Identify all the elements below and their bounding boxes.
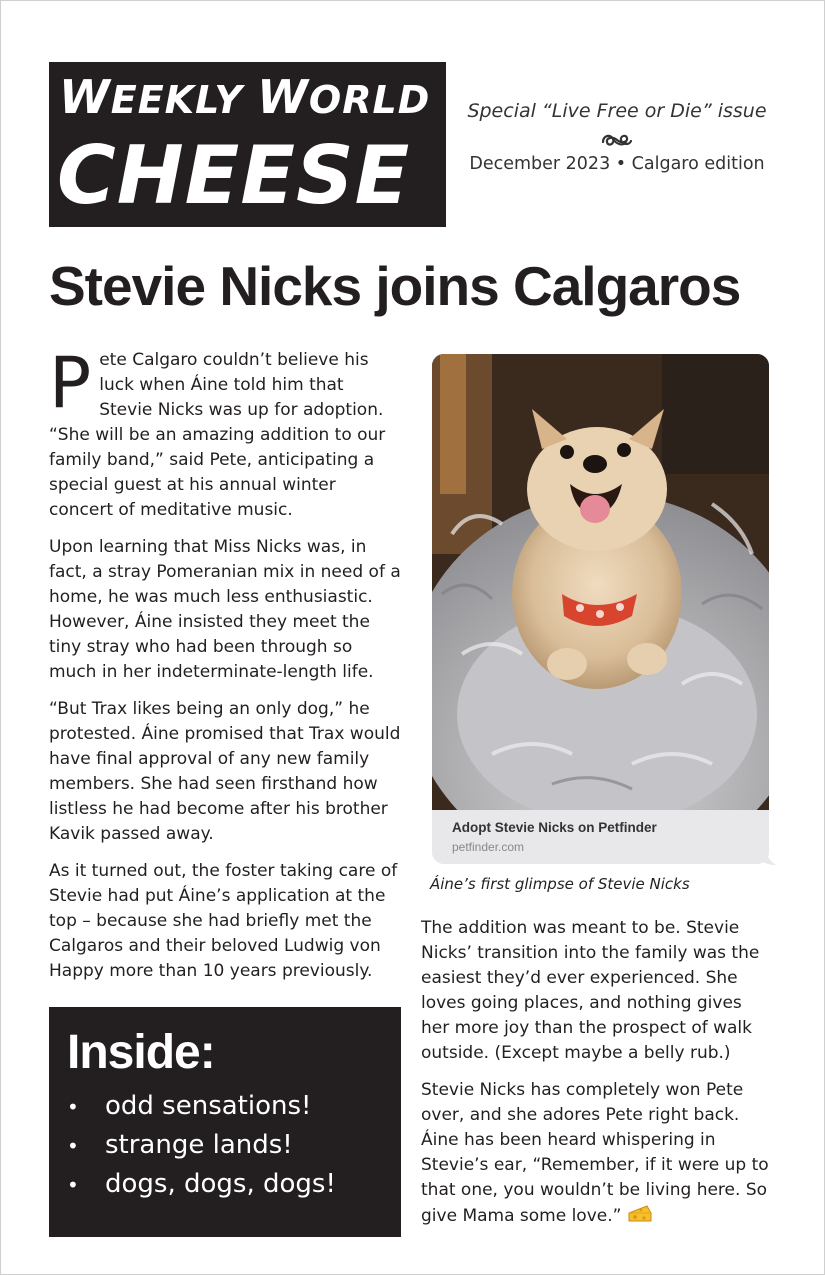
inside-item-label: odd sensations! (105, 1091, 312, 1121)
inside-box (49, 1007, 401, 1237)
bullet-icon: • (67, 1173, 79, 1197)
article-paragraph: Upon learning that Miss Nicks was, in fact, a stray Pomeranian mix in need of a home, he was much less enthusiastic. However, Áine insisted they meet the tiny stray who had been through so much in her indeterminate-length life. (49, 537, 401, 682)
drop-cap: P (49, 342, 92, 424)
link-preview-footer (432, 810, 769, 864)
photo-caption: Áine’s first glimpse of Stevie Nicks (430, 875, 690, 893)
inside-list-item (67, 1165, 336, 1204)
article-paragraph-text: Stevie Nicks has completely won Pete over, and she adores Pete right back. Áine has been heard whispering in Stevie’s ear, “Remember, if it were up to that one, you wouldn’t be living here. So give Mama some love.” (421, 1080, 769, 1226)
masthead-weekly-initial: W (59, 70, 111, 124)
link-preview-domain: petfinder.com (452, 840, 525, 854)
issue-date-edition: December 2023 • Calgaro edition (469, 154, 765, 174)
bullet-icon: • (67, 1134, 79, 1158)
link-preview-title: Adopt Stevie Nicks on Petfinder (452, 820, 657, 835)
inside-item-label: dogs, dogs, dogs! (105, 1169, 336, 1199)
article-paragraph: “But Trax likes being an only dog,” he protested. Áine promised that Trax would have final approval of any new family members. She had seen firsthand how listless he had become after his brother Kavik passed away. (49, 699, 401, 844)
bullet-icon: • (67, 1095, 79, 1119)
headline: Stevie Nicks joins Calgaros (49, 255, 741, 317)
ornament-swirl-icon (600, 130, 634, 150)
dog-photo (432, 354, 769, 810)
inside-item-label: strange lands! (105, 1130, 293, 1160)
petfinder-link-card[interactable] (432, 354, 769, 864)
message-bubble-tail-icon (760, 852, 776, 866)
masthead-weekly-rest: EEKLY (110, 78, 243, 122)
inside-list-item (67, 1087, 336, 1126)
inside-list-item (67, 1126, 336, 1165)
article-paragraph (421, 1078, 773, 1229)
article-paragraph-text: ete Calgaro couldn’t believe his luck when Áine told him that Stevie Nicks was up for adoption. “She will be an amazing addition to our family band,” said Pete, anticipating a special guest at his annual winter concert of meditative music. (49, 350, 386, 520)
masthead-cheese: CHEESE (57, 129, 411, 222)
masthead-world-initial: W (257, 70, 309, 124)
masthead-weekly-world (59, 70, 430, 124)
masthead-world-rest: ORLD (308, 78, 431, 122)
cheese-icon (627, 1203, 653, 1225)
masthead (49, 62, 446, 227)
article-right-column (421, 916, 773, 1241)
article-paragraph: As it turned out, the foster taking care of Stevie had put Áine’s application at the top – because she had briefly met the Calgaros and their beloved Ludwig von Happy more than 10 years previously. (49, 861, 398, 981)
article-paragraph: The addition was meant to be. Stevie Nicks’ transition into the family was the easiest they’d ever experienced. She loves going places, and nothing gives her more joy than the prospect of walk outside. (Except maybe a belly rub.) (421, 918, 760, 1063)
inside-list (67, 1087, 336, 1204)
issue-info (462, 100, 772, 174)
article-left-column (49, 342, 401, 996)
issue-title: Special “Live Free or Die” issue (467, 100, 767, 122)
inside-title: Inside: (67, 1026, 215, 1079)
article-paragraph (49, 342, 401, 523)
